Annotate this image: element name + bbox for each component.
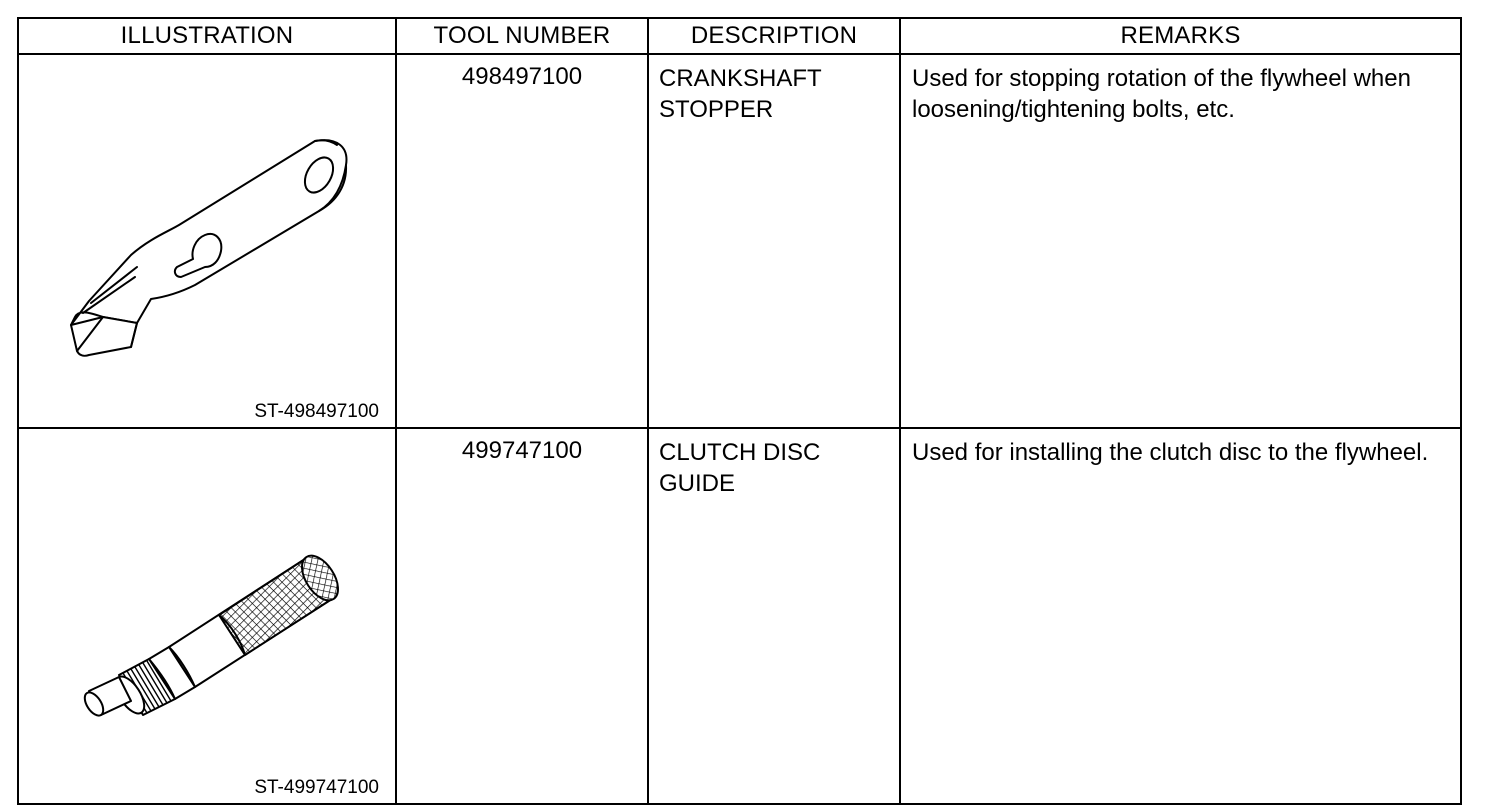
- illustration-cell: [18, 54, 396, 428]
- table-row: [18, 428, 1461, 804]
- illustration-cell: [18, 428, 396, 804]
- tool-number-cell: 498497100: [396, 54, 648, 428]
- remarks-cell: Used for installing the clutch disc to the flywheel.: [900, 428, 1461, 804]
- table-row: [18, 54, 1461, 428]
- description-cell: CRANKSHAFT STOPPER: [648, 54, 900, 428]
- header-remarks: REMARKS: [900, 18, 1461, 54]
- header-description: DESCRIPTION: [648, 18, 900, 54]
- crankshaft-stopper-drawing: [19, 55, 395, 419]
- illustration-caption: ST-499747100: [254, 777, 379, 798]
- special-tools-table: [17, 17, 1462, 805]
- header-illustration: ILLUSTRATION: [18, 18, 396, 54]
- clutch-disc-guide-drawing: [19, 429, 395, 795]
- tool-number-cell: 499747100: [396, 428, 648, 804]
- header-row: [18, 18, 1461, 54]
- description-cell: CLUTCH DISC GUIDE: [648, 428, 900, 804]
- remarks-cell: Used for stopping rotation of the flywheel when loosening/tightening bolts, etc.: [900, 54, 1461, 428]
- header-tool-number: TOOL NUMBER: [396, 18, 648, 54]
- illustration-caption: ST-498497100: [254, 401, 379, 422]
